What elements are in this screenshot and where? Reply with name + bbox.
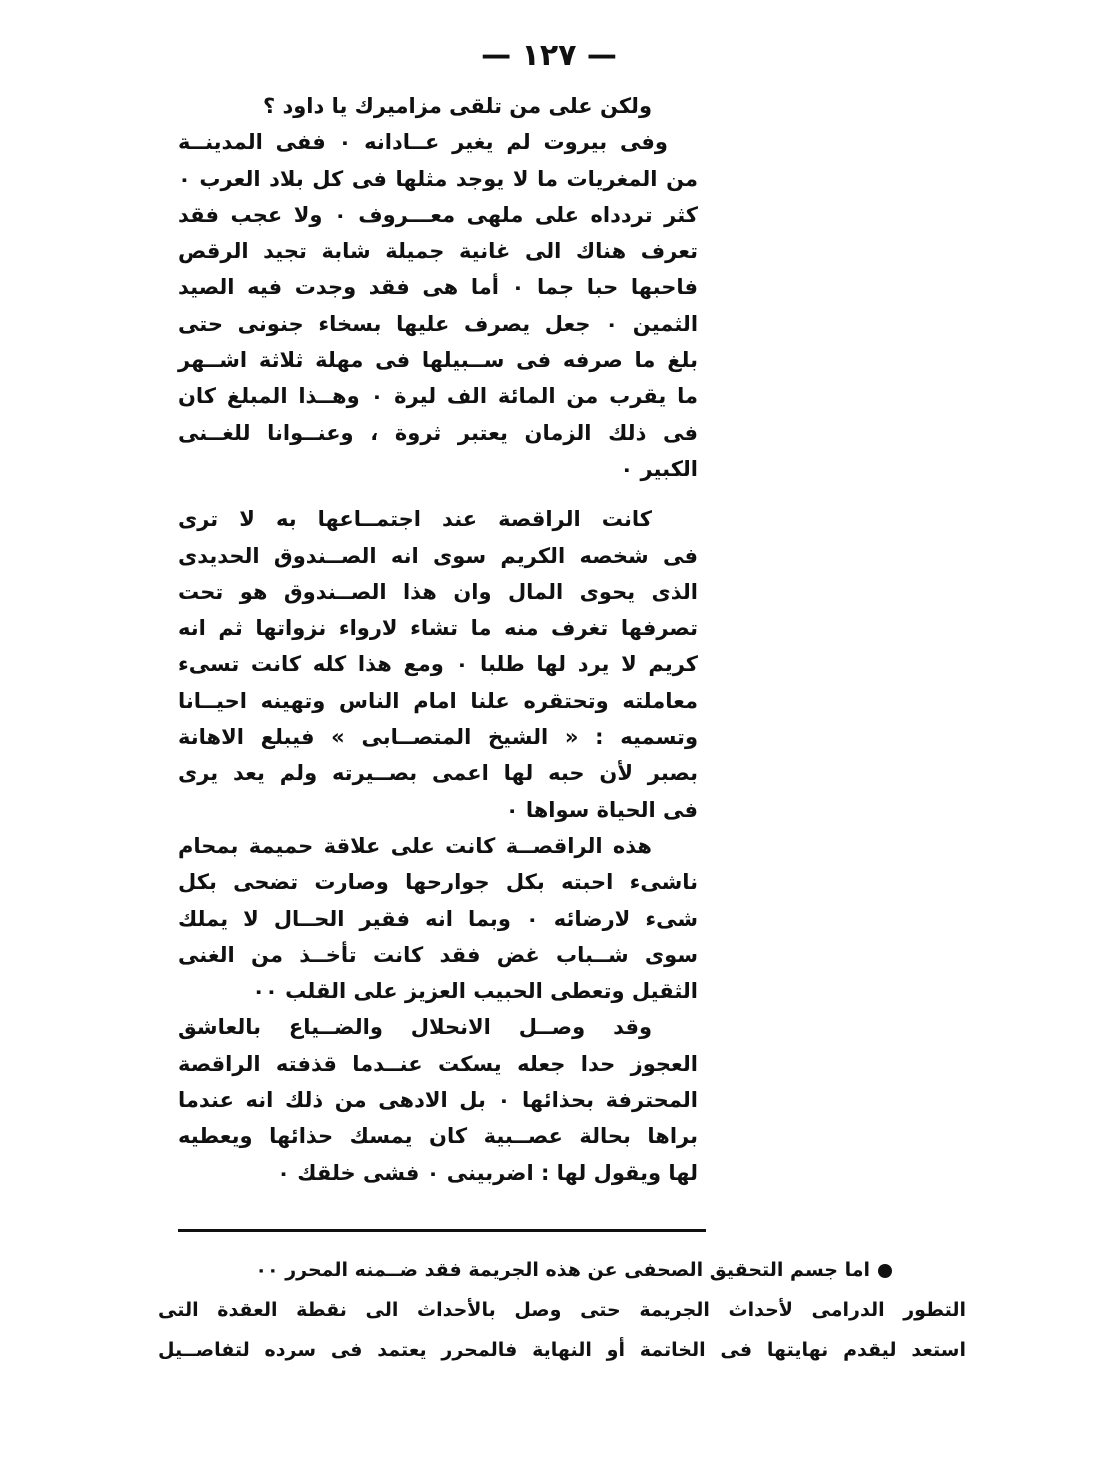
body-line: فى شخصه الكريم سوى انه الصــندوق الحديدى	[178, 543, 698, 568]
main-text-column	[178, 88, 698, 1191]
body-line: تعرف هناك الى غانية جميلة شابة تجيد الرقص	[178, 239, 698, 264]
footnote-block	[158, 1250, 966, 1370]
bullet-icon	[878, 1264, 892, 1278]
paragraph-gap	[178, 487, 698, 501]
body-line: ما يقرب من المائة الف ليرة ٠ وهــذا المبلغ كان	[178, 384, 699, 409]
body-line: وفى بيروت لم يغير عــادانه ٠ ففى المدينــة	[178, 130, 668, 155]
body-line: معاملته وتحتقره علنا امام الناس وتهينه احيــانا	[178, 688, 698, 713]
body-line: بصبر لأن حبه لها اعمى بصــيرته ولم يعد يرى	[178, 761, 698, 786]
footnote-divider	[178, 1229, 706, 1232]
body-line: شىء لارضائه ٠ وبما انه فقير الحــال لا يملك	[178, 906, 699, 931]
body-line: الكبير ٠	[620, 456, 698, 481]
body-line: ولكن على من تلقى مزاميرك يا داود ؟	[262, 94, 652, 118]
body-line: المحترفة بحذائها ٠ بل الادهى من ذلك انه عندما	[178, 1088, 698, 1113]
body-line: فى ذلك الزمان يعتبر ثروة ، وعنــوانا للغــنى	[178, 420, 698, 445]
body-line: كثر تردداه على ملهى معـــروف ٠ ولا عجب فقد	[178, 202, 698, 227]
body-line: الثمين ٠ جعل يصرف عليها بسخاء جنونى حتى	[178, 311, 699, 336]
body-line: تصرفها تغرف منه ما تشاء لارواء نزواتها ثم انه	[178, 616, 698, 641]
footnote-line	[158, 1250, 966, 1290]
body-line: الثقيل وتعطى الحبيب العزيز على القلب ٠٠	[252, 979, 698, 1004]
body-line: سوى شــباب غض فقد كانت تأخــذ من الغنى	[178, 942, 698, 967]
footnote-text: اما جسم التحقيق الصحفى عن هذه الجريمة فقد ضــمنه المحرر ٠٠	[255, 1259, 870, 1281]
body-line: الذى يحوى المال وان هذا الصــندوق هو تحت	[178, 579, 698, 604]
body-line: هذه الراقصــة كانت على علاقة حميمة بمحام	[178, 833, 652, 858]
body-line: كريم لا يرد لها طلبا ٠ ومع هذا كله كانت تسىء	[178, 652, 698, 677]
body-line: لها ويقول لها : اضربينى ٠ فشى خلقك ٠	[277, 1160, 698, 1185]
body-line: فى الحياة سواها ٠	[505, 797, 698, 822]
body-line: براها بحالة عصــبية كان يمسك حذائها ويعطيه	[178, 1124, 698, 1149]
footnote-line: التطور الدرامى لأحداث الجريمة حتى وصل بالأحداث الى نقطة العقدة التى	[158, 1299, 966, 1321]
body-line: فاحبها حبا جما ٠ أما هى فقد وجدت فيه الصيد	[178, 275, 699, 300]
page-number: — ١٢٧ —	[481, 38, 617, 73]
body-line: كانت الراقصة عند اجتمــاعها به لا ترى	[178, 507, 652, 532]
body-line: من المغريات ما لا يوجد مثلها فى كل بلاد العرب ٠	[178, 166, 698, 191]
body-line: بلغ ما صرفه فى ســبيلها فى مهلة ثلاثة اشــهر	[178, 348, 698, 373]
footnote-line: استعد ليقدم نهايتها فى الخاتمة أو النهاية فالمحرر يعتمد فى سرده لتفاصــيل	[158, 1339, 966, 1361]
body-line: ناشىء احبته بكل جوارحها وصارت تضحى بكل	[178, 870, 698, 895]
body-line: وتسميه : « الشيخ المتصــابى » فيبلع الاهانة	[178, 725, 698, 750]
body-line: العجوز حدا جعله يسكت عنــدما قذفته الراقصة	[178, 1051, 698, 1076]
body-line: وقد وصــل الانحلال والضــياع بالعاشق	[178, 1015, 652, 1040]
